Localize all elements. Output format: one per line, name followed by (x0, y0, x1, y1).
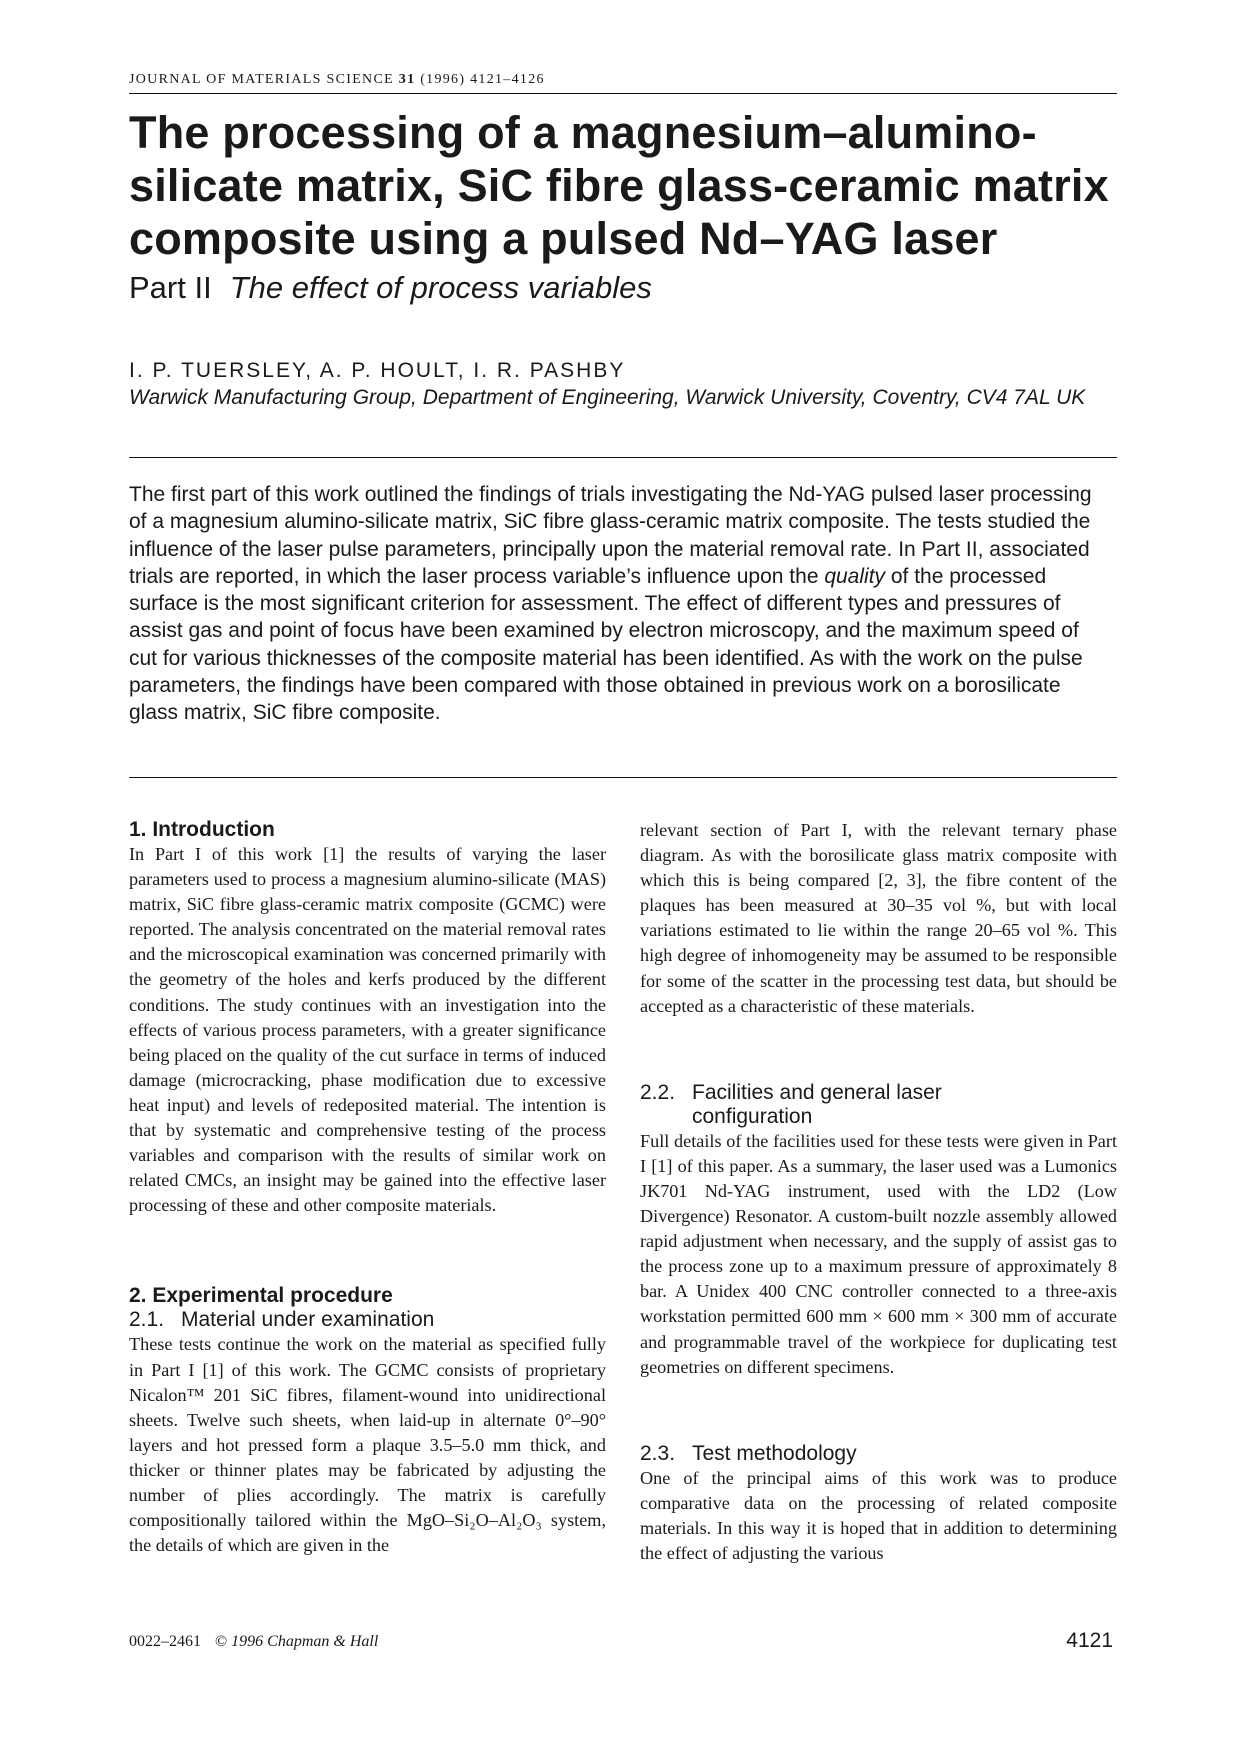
header-rule (129, 93, 1117, 94)
subsection-title: Material under examination (181, 1308, 435, 1332)
abstract-emphasis: quality (824, 564, 886, 588)
subsection-number: 2.2. (640, 1080, 676, 1104)
left-column (129, 818, 606, 1558)
article-subtitle (129, 270, 652, 306)
subsection-heading-material (129, 1308, 606, 1332)
material-body-continued: relevant section of Part I, with the relevant ternary phase diagram. As with the borosilicate glass matrix composite with which this is being compared [2, 3], the fibre content of the plaques has been measured at 30–35 vol %, but with local variations estimated to lie within the range 20–65 vol %. This high degree of inhomogeneity may be assumed to be responsible for some of the scatter in the processing test data, but should be accepted as a characteristic of these materials. (640, 820, 1117, 1016)
abstract-text-start: The first part of this work outlined the findings of trials investigating the Nd-YAG pulsed laser processing of a magnesium alumino-silicate matrix, SiC fibre glass-ceramic matrix composite. The tests studied the influence of the laser pulse parameters, principally upon the material removal rate. In Part II, associated trials are reported, in which the laser process variable’s influence upon the (129, 483, 1092, 588)
facilities-body: Full details of the facilities used for these tests were given in Part I [1] of this paper. As a summary, the laser used was a Lumonics JK701 Nd-YAG instrument, used with the LD2 (Low Divergence) Resonator. A custom-built nozzle assembly allowed rapid adjustment when necessary, and the supply of assist gas to the process zone up to a maximum pressure of approximately 8 bar. A Unidex 400 CNC controller connected to a three-axis workstation permitted 600 mm × 600 mm × 300 mm of accurate and programmable travel of the workpiece for duplicating test geometries on different specimens. (640, 1130, 1117, 1377)
section-spacer (640, 1380, 1117, 1442)
journal-name: JOURNAL OF MATERIALS SCIENCE (129, 72, 394, 87)
copyright-text: 1996 Chapman & Hall (231, 1633, 379, 1650)
page-number: 4121 (1066, 1629, 1113, 1652)
running-head (129, 72, 545, 88)
article-title: The processing of a magnesium–alumino-silicate matrix, SiC fibre glass-ceramic matrix composite using a pulsed Nd–YAG laser (129, 107, 1109, 264)
footer-copyright (129, 1633, 378, 1651)
author-list: I. P. TUERSLEY, A. P. HOULT, I. R. PASHBY (129, 359, 626, 382)
issn: 0022–2461 (129, 1633, 201, 1650)
methodology-body: One of the principal aims of this work was to produce comparative data on the processing of related composite materials. In this way it is hoped that in addition to determining the effect of adjusting the various (640, 1467, 1117, 1563)
section-heading-introduction: 1. Introduction (129, 818, 275, 841)
subsection-title: Facilities and general laser (692, 1080, 942, 1104)
author-affiliation: Warwick Manufacturing Group, Department of Engineering, Warwick University, Coventry, CV4 7AL UK (129, 386, 1086, 409)
abstract (129, 481, 1109, 727)
subsection-number: 2.3. (640, 1441, 676, 1465)
abstract-bottom-rule (129, 777, 1117, 778)
subsection-heading-methodology (640, 1442, 1117, 1466)
journal-volume: 31 (398, 72, 416, 87)
subsection-number: 2.1. (129, 1308, 165, 1332)
right-column (640, 818, 1117, 1566)
section-spacer (129, 1218, 606, 1284)
copyright-line (215, 1633, 378, 1650)
journal-year-pages: (1996) 4121–4126 (420, 72, 545, 87)
abstract-text-end: of the processed surface is the most significant criterion for assessment. The effect of different types and pressures of assist gas and point of focus have been examined by electron microscopy, and the maximum speed of cut for various thicknesses of the composite material has been identified. As with the work on the pulse parameters, the findings have been compared with those obtained in previous work on a borosilicate glass matrix, SiC fibre composite. (129, 564, 1083, 725)
abstract-top-rule (129, 457, 1117, 458)
material-body: These tests continue the work on the material as specified fully in Part I [1] of this work. The GCMC consists of proprietary Nicalon™ 201 SiC fibres, filament-wound into unidirectional sheets. Twelve such sheets, when laid-up in alternate 0°–90° layers and hot pressed form a plaque 3.5–5.0 mm thick, and thicker or thinner plates may be fabricated by adjusting the number of plies accordingly. The matrix is carefully compositionally tailored within the MgO–Si₂O–Al₂O₃ system, the details of which are given in the (129, 1334, 606, 1556)
subsection-title-continued: configuration (692, 1104, 813, 1128)
introduction-body: In Part I of this work [1] the results of varying the laser parameters used to process a magnesium alumino-silicate (MAS) matrix, SiC fibre glass-ceramic matrix composite (GCMC) were reported. The analysis concentrated on the material removal rates and the microscopical examination was concerned primarily with the geometry of the holes and kerfs produced by the different conditions. The study continues with an investigation into the effects of various process parameters, with a greater significance being placed on the quality of the cut surface in terms of induced damage (microcracking, phase modification due to excessive heat input) and levels of redeposited material. The intention is that by systematic and comprehensive testing of the process variables and comparison with the results of similar work on related CMCs, an insight may be gained into the effective laser processing of these and other composite materials. (129, 844, 606, 1216)
copyright-icon: © (215, 1633, 228, 1650)
subsection-title: Test methodology (692, 1441, 857, 1465)
section-heading-experimental: 2. Experimental procedure (129, 1284, 393, 1308)
subtitle-text: The effect of process variables (229, 270, 652, 305)
section-spacer (640, 1019, 1117, 1081)
subsection-heading-facilities (640, 1081, 1117, 1129)
part-label: Part II (129, 270, 212, 305)
